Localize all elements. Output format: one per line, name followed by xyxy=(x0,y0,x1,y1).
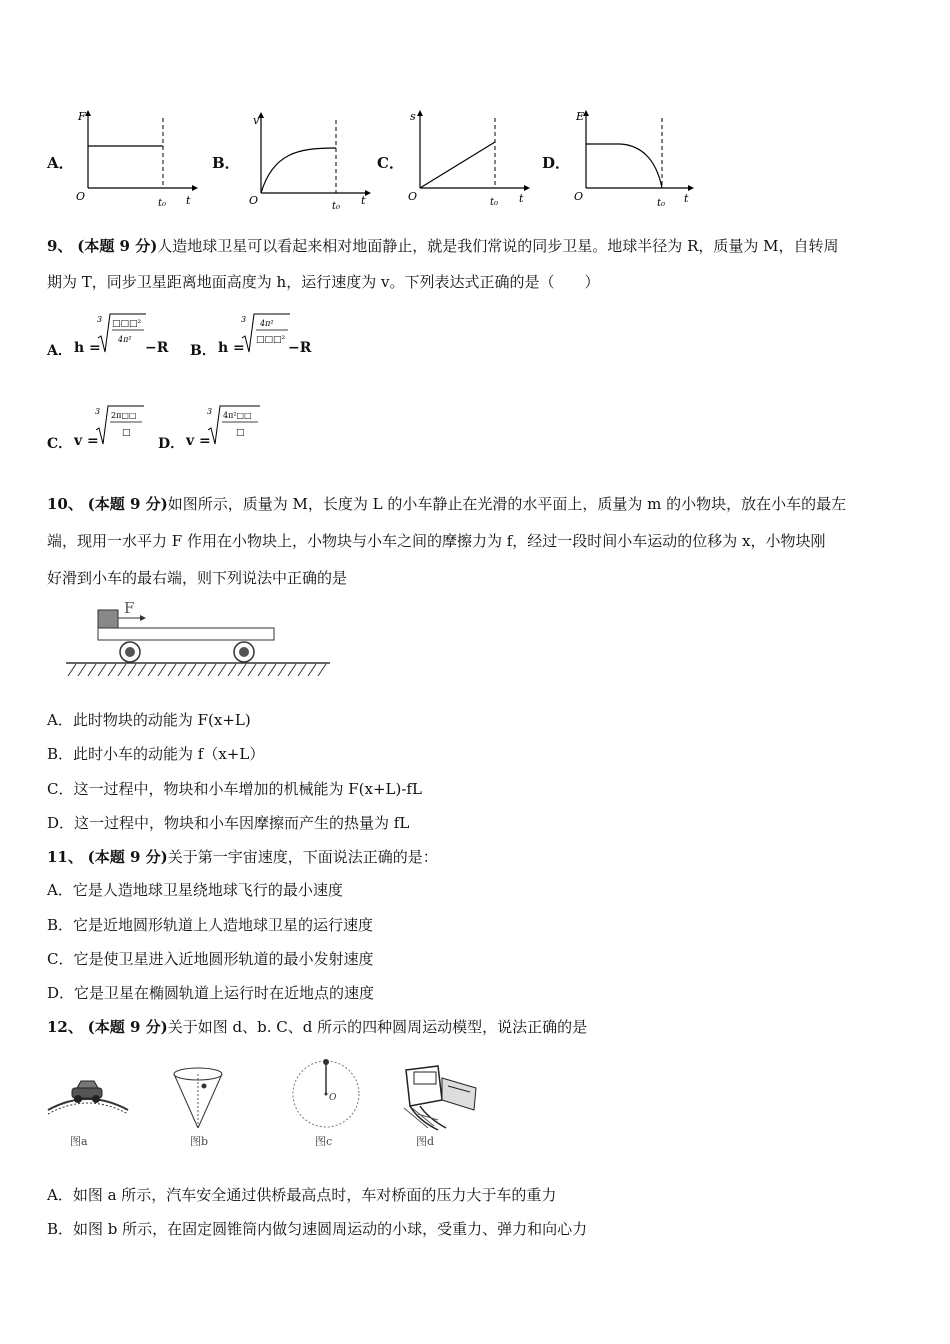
q9-a-num: □□□² xyxy=(112,319,142,329)
graph-d-origin: O xyxy=(574,190,584,203)
q11-option-b: B．它是近地圆形轨道上人造地球卫星的运行速度 xyxy=(47,916,374,934)
q9-d-index: 3 xyxy=(207,407,213,416)
q9-a-den: 4π² xyxy=(118,335,132,344)
q11-text: 关于第一宇宙速度，下面说法正确的是： xyxy=(167,848,438,866)
block xyxy=(98,610,118,628)
graph-c-yaxis: s xyxy=(410,110,416,123)
graph-a-origin: O xyxy=(76,190,86,203)
q10-number: 10、 xyxy=(47,495,83,513)
q9-c-den: □ xyxy=(122,428,131,438)
q9-b-index: 3 xyxy=(241,315,247,324)
graph-c-xaxis: t xyxy=(519,192,524,205)
q11-option-d: D．它是卫星在椭圆轨道上运行时在近地点的速度 xyxy=(47,984,375,1002)
q9-c-index: 3 xyxy=(95,407,101,416)
cart-body xyxy=(98,628,274,640)
q9-a-index: 3 xyxy=(97,315,103,324)
graph-b-xaxis: t xyxy=(361,194,366,207)
q11-score: (本题 9 分) xyxy=(87,848,168,866)
q12-caption-b: 图b xyxy=(190,1135,209,1148)
q9-text1: 人造地球卫星可以看起来相对地面静止，就是我们常说的同步卫星。地球半径为 R，质量为 M，自转周 xyxy=(157,237,839,255)
q11-option-c: C．它是使卫星进入近地圆形轨道的最小发射速度 xyxy=(47,950,374,968)
q12-caption-a: 图a xyxy=(70,1135,88,1148)
q9-line2: 期为 T，同步卫星距离地面高度为 h，运行速度为 v。下列表达式正确的是（ ） xyxy=(47,273,600,291)
graph-a xyxy=(70,108,200,213)
q10-option-b: B．此时小车的动能为 f（x+L） xyxy=(47,745,265,763)
q11-number: 11、 xyxy=(47,848,83,866)
graph-b-origin: O xyxy=(249,194,259,207)
graph-a-tick: t₀ xyxy=(158,198,167,209)
q10-cart-figure xyxy=(62,596,334,682)
q10-line3: 好滑到小车的最右端，则下列说法中正确的是 xyxy=(47,569,348,587)
q9-a-radical xyxy=(96,310,148,354)
q9-a-lhs: h = xyxy=(74,340,101,356)
q9-d-num: 4π²□□ xyxy=(223,411,252,420)
q12-center-label: O xyxy=(329,1093,337,1103)
graph-d-xaxis: t xyxy=(684,192,689,205)
q9-b-lhs: h = xyxy=(218,340,245,356)
graph-b-tick: t₀ xyxy=(332,201,341,212)
graph-c xyxy=(404,108,534,213)
q12-score: (本题 9 分) xyxy=(87,1018,168,1036)
graph-d-label: D． xyxy=(542,154,571,172)
q9-b-tail: −R xyxy=(288,340,312,356)
q12-figure-c xyxy=(288,1056,364,1132)
q9-b-num: 4π² xyxy=(260,319,274,328)
q10-option-d: D．这一过程中，物块和小车因摩擦而产生的热量为 fL xyxy=(47,814,410,832)
q12-figure-d xyxy=(398,1058,482,1134)
q12-text: 关于如图 d、b. C、d 所示的四种圆周运动模型，说法正确的是 xyxy=(167,1018,588,1036)
graph-a-yaxis: F xyxy=(78,110,86,123)
q9-b-letter: B． xyxy=(190,343,216,359)
q9-c-radical xyxy=(94,402,146,448)
graph-c-origin: O xyxy=(408,190,418,203)
q9-d-den: □ xyxy=(236,428,245,438)
graph-d-yaxis: E xyxy=(576,110,585,123)
q9-c-num: 2π□□ xyxy=(111,411,137,420)
q12-option-a: A．如图 a 所示，汽车安全通过供桥最高点时，车对桥面的压力大于车的重力 xyxy=(47,1186,557,1204)
q12-figure-b xyxy=(168,1062,228,1132)
q12-option-b: B．如图 b 所示，在固定圆锥筒内做匀速圆周运动的小球，受重力、弹力和向心力 xyxy=(47,1220,588,1238)
q9-number: 9、 xyxy=(47,237,73,255)
q9-c-lhs: v = xyxy=(74,433,99,449)
q9-d-radical xyxy=(206,402,262,448)
q9-score: (本题 9 分) xyxy=(77,237,158,255)
q10-line1 xyxy=(47,494,846,514)
q12-caption-c: 图c xyxy=(315,1135,333,1148)
q12-caption-d: 图d xyxy=(416,1135,435,1148)
q12-figure-a xyxy=(44,1074,134,1118)
q9-a-letter: A． xyxy=(47,343,72,359)
q9-line1 xyxy=(47,236,839,256)
q10-option-c: C．这一过程中，物块和小车增加的机械能为 F(x+L)-fL xyxy=(47,780,422,798)
graph-b xyxy=(243,108,373,213)
q11-option-a: A．它是人造地球卫星绕地球飞行的最小速度 xyxy=(47,881,343,899)
q10-line2: 端，现用一水平力 F 作用在小物块上，小物块与小车之间的摩擦力为 f，经过一段时间小车运动的位移为 x，小物块刚 xyxy=(47,532,826,550)
q9-c-letter: C． xyxy=(47,436,73,452)
q11-stem xyxy=(47,847,438,867)
q9-a-tail: −R xyxy=(145,340,169,356)
graph-b-label: B． xyxy=(212,154,240,172)
q10-option-a: A．此时物块的动能为 F(x+L) xyxy=(47,711,251,729)
graph-c-tick: t₀ xyxy=(490,197,499,208)
graph-a-xaxis: t xyxy=(186,194,191,207)
graph-a-label: A． xyxy=(47,154,74,172)
q12-number: 12、 xyxy=(47,1018,83,1036)
graph-d-tick: t₀ xyxy=(657,198,666,209)
force-label: F xyxy=(124,599,135,617)
q12-stem xyxy=(47,1017,587,1037)
q9-b-radical xyxy=(240,310,292,354)
graph-d xyxy=(570,108,700,213)
q9-d-letter: D． xyxy=(158,436,185,452)
q9-b-den: □□□² xyxy=(256,335,286,345)
q10-score: (本题 9 分) xyxy=(87,495,168,513)
q9-d-lhs: v = xyxy=(186,433,211,449)
graph-b-yaxis: v xyxy=(253,114,260,127)
q10-text1: 如图所示，质量为 M，长度为 L 的小车静止在光滑的水平面上，质量为 m 的小物块，放在小车的最左 xyxy=(167,495,847,513)
graph-c-label: C． xyxy=(377,154,404,172)
